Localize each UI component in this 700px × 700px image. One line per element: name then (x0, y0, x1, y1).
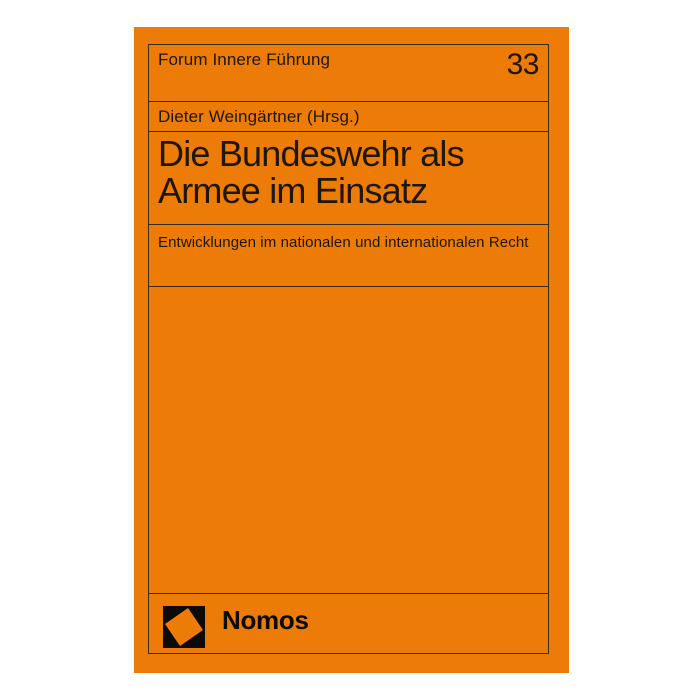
publisher-row (149, 594, 548, 653)
book-cover (134, 27, 569, 673)
blank-panel (149, 287, 548, 594)
book-subtitle: Entwicklungen im nationalen und internationalen Recht (158, 234, 529, 251)
book-title-line-2: Armee im Einsatz (158, 170, 428, 211)
series-title: Forum Innere Führung (158, 50, 331, 69)
cover-frame (148, 44, 549, 654)
editor-name: Dieter Weingärtner (Hrsg.) (158, 107, 360, 126)
nomos-diamond-icon (163, 606, 205, 648)
editor-row (149, 102, 548, 132)
subtitle-block (149, 225, 548, 287)
series-volume-number: 33 (506, 48, 539, 81)
series-header-row (149, 45, 548, 102)
title-block (149, 132, 548, 225)
publisher-wordmark: Nomos (222, 605, 309, 635)
book-title-line-1: Die Bundeswehr als (158, 133, 464, 174)
